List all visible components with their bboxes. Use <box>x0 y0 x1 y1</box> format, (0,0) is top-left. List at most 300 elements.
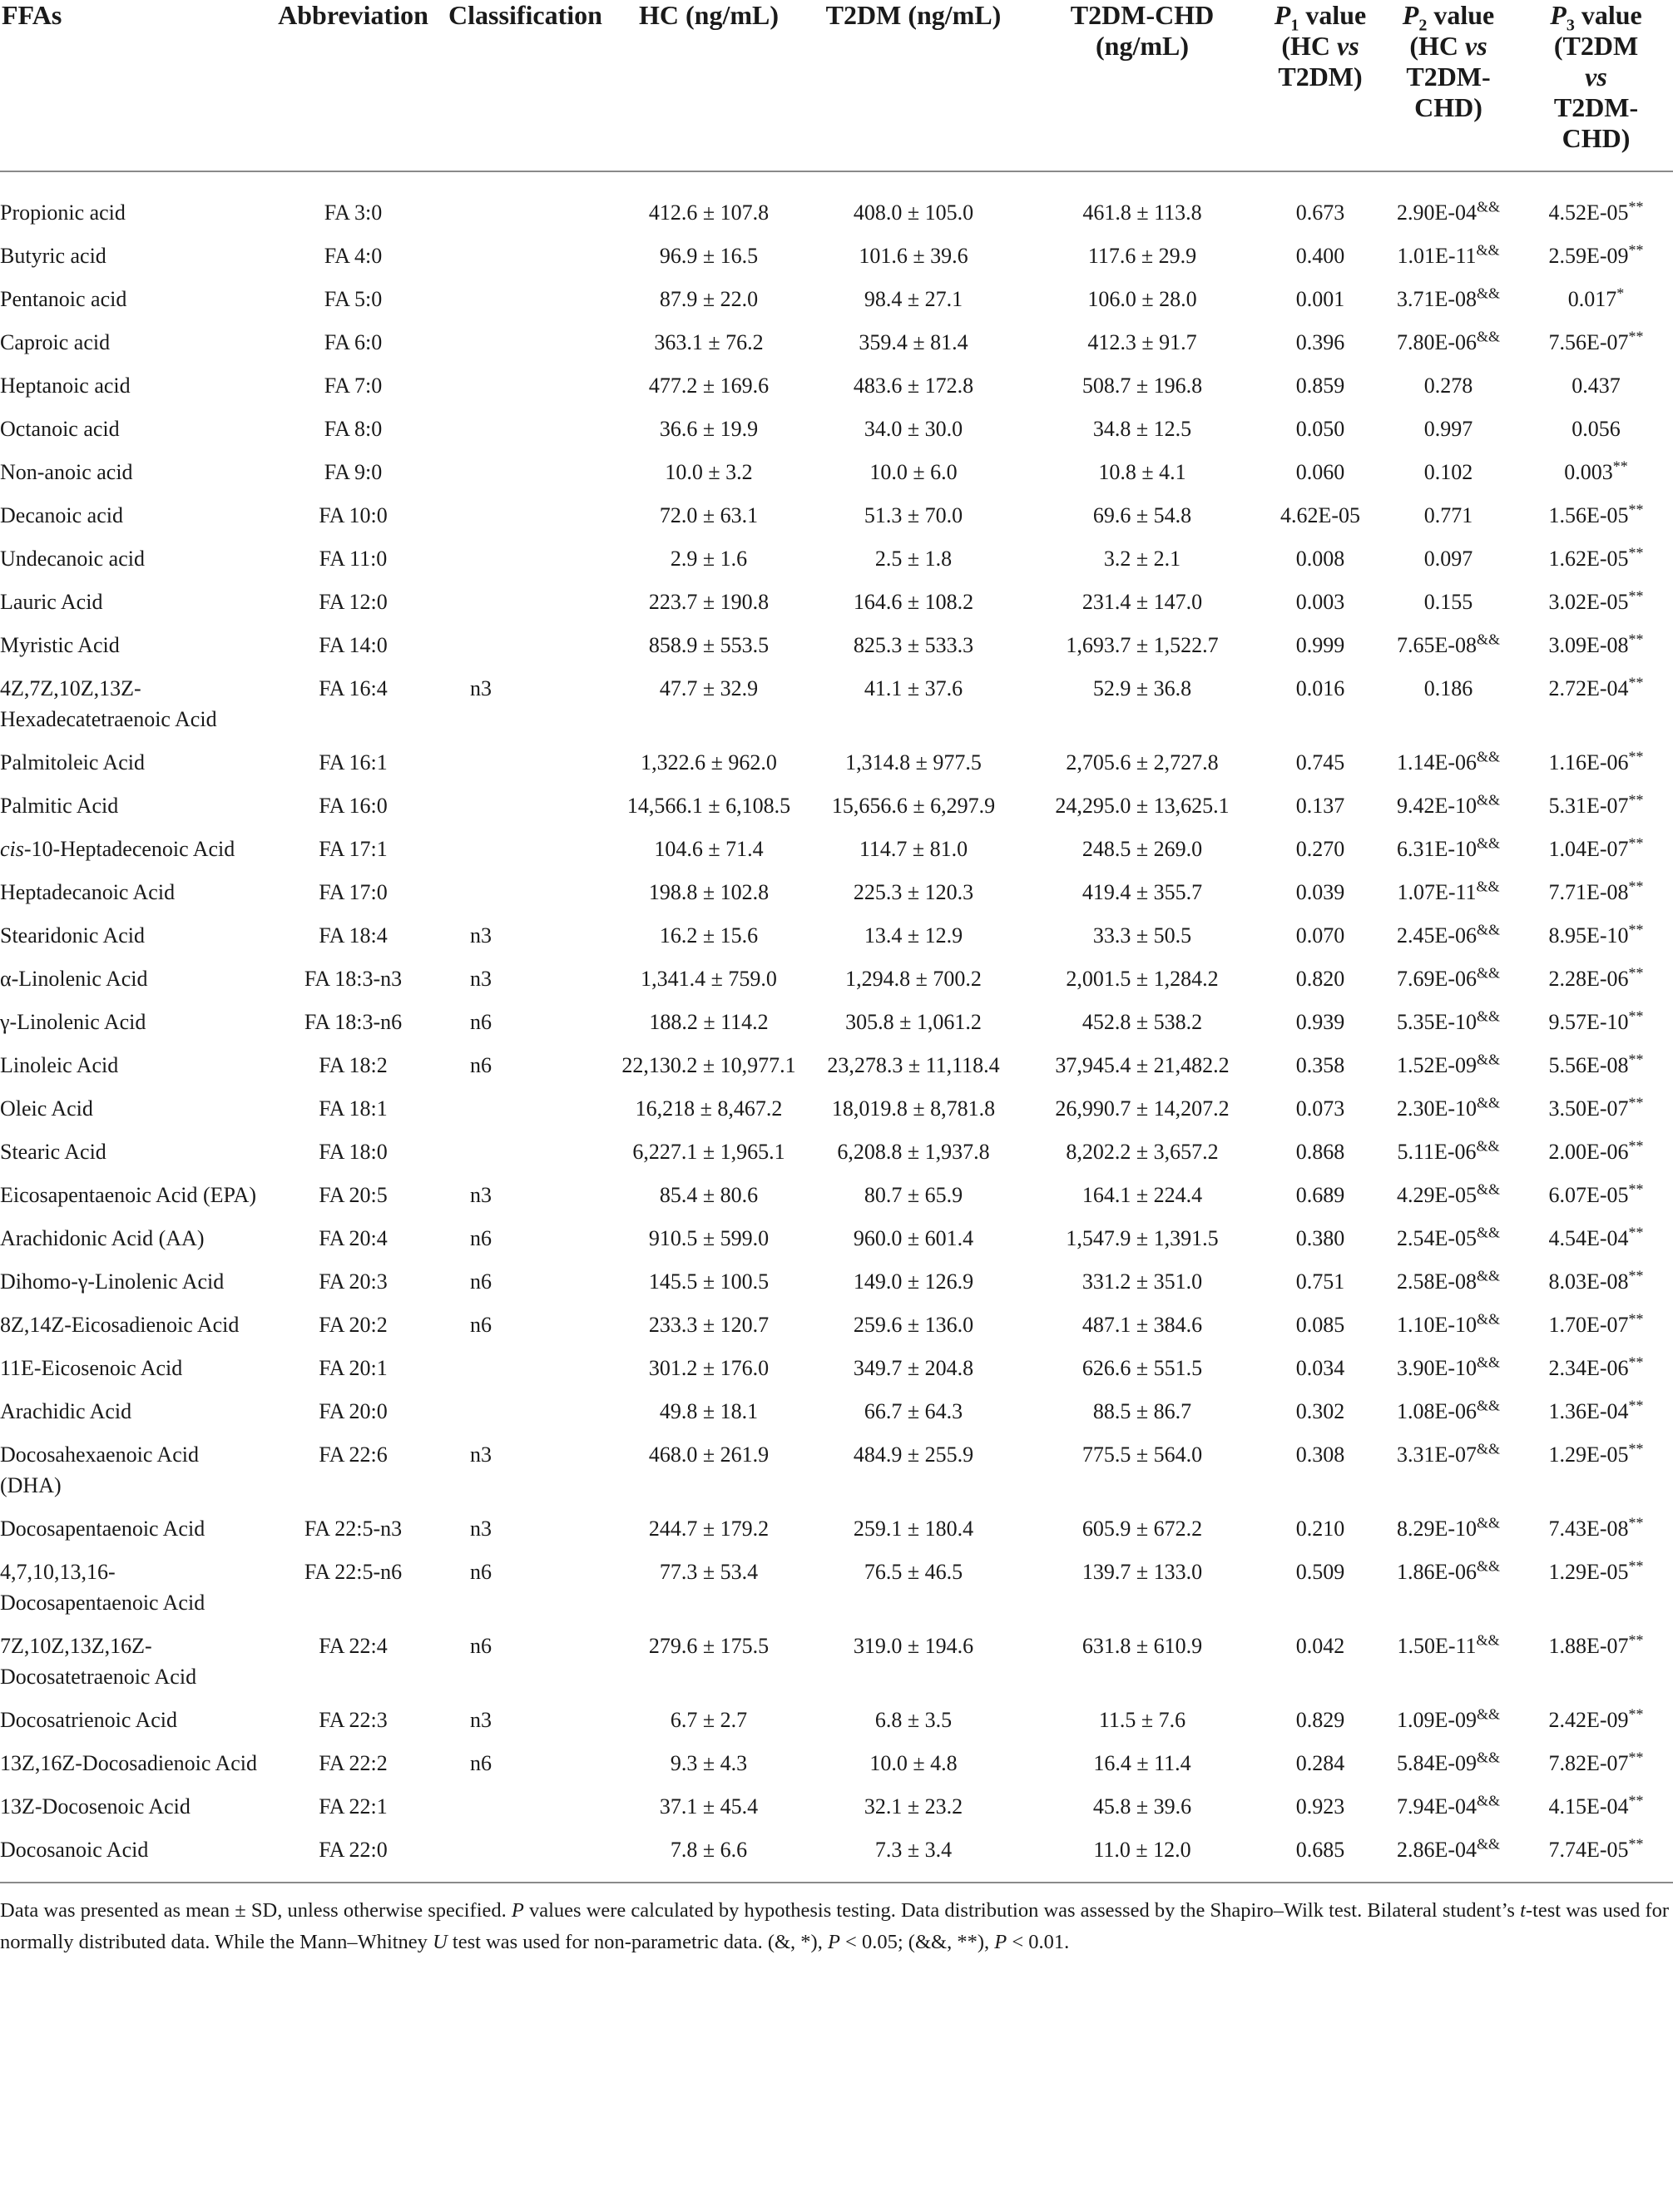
cell-classification <box>438 870 612 913</box>
table-row <box>0 1043 1673 1086</box>
cell-p1: 0.820 <box>1295 967 1345 991</box>
cell-t2dm: 259.6 ± 136.0 <box>853 1313 974 1337</box>
table-row <box>0 450 1673 493</box>
header-p3: $P_3$ value (T2DM vs T2DM- CHD) <box>1519 0 1673 171</box>
cell-t2dm: 259.1 ± 180.4 <box>853 1517 974 1541</box>
cell-hc: 233.3 ± 120.7 <box>648 1313 770 1337</box>
cell-ffa-name: Decanoic acid <box>0 503 123 527</box>
cell-p3: 1.29E-05** <box>1548 1557 1644 1584</box>
cell-t2dm-chd: 8,202.2 ± 3,657.2 <box>1066 1140 1219 1164</box>
cell-p1: 0.270 <box>1295 837 1345 861</box>
cell-p2: 9.42E-10&& <box>1396 791 1501 818</box>
cell-classification: n6 <box>470 1751 492 1775</box>
cell-t2dm: 51.3 ± 70.0 <box>864 503 963 527</box>
cell-abbreviation: FA 22:6 <box>319 1443 388 1467</box>
cell-p1: 0.745 <box>1295 750 1345 774</box>
cell-p3: 7.56E-07** <box>1548 328 1644 354</box>
cell-p1: 0.509 <box>1295 1560 1345 1584</box>
cell-classification <box>438 493 612 537</box>
cell-classification: n3 <box>470 923 492 948</box>
cell-ffa-name: Non-anoic acid <box>0 460 133 484</box>
cell-p1: 0.008 <box>1295 547 1345 571</box>
cell-t2dm-chd: 139.7 ± 133.0 <box>1082 1560 1203 1584</box>
cell-p2: 1.50E-11&& <box>1397 1631 1500 1658</box>
cell-abbreviation: FA 18:3-n3 <box>304 967 403 991</box>
cell-classification <box>438 537 612 580</box>
cell-hc: 1,341.4 ± 759.0 <box>641 967 777 991</box>
table-row <box>0 277 1673 320</box>
cell-hc: 468.0 ± 261.9 <box>648 1443 770 1467</box>
header-t2dm-chd: T2DM-CHD (ng/mL) <box>1022 0 1263 171</box>
cell-ffa-name: γ-Linolenic Acid <box>0 1010 146 1034</box>
cell-classification: n3 <box>470 1183 492 1207</box>
cell-classification <box>438 623 612 666</box>
table-row <box>0 320 1673 364</box>
cell-abbreviation: FA 20:4 <box>319 1226 388 1250</box>
cell-p3: 4.52E-05** <box>1548 198 1644 225</box>
table-body <box>0 171 1673 1882</box>
cell-p2: 1.52E-09&& <box>1396 1051 1501 1077</box>
cell-t2dm-chd: 106.0 ± 28.0 <box>1087 287 1197 311</box>
cell-hc: 16.2 ± 15.6 <box>659 923 759 948</box>
cell-classification: n3 <box>470 967 492 991</box>
cell-abbreviation: FA 9:0 <box>324 460 383 484</box>
cell-p3: 1.88E-07** <box>1548 1631 1644 1658</box>
cell-t2dm-chd: 631.8 ± 610.9 <box>1082 1634 1203 1658</box>
cell-hc: 85.4 ± 80.6 <box>659 1183 759 1207</box>
cell-p2: 2.45E-06&& <box>1396 921 1501 948</box>
header-t2dm: T2DM (ng/mL) <box>805 0 1022 171</box>
table-row <box>0 1173 1673 1216</box>
cell-classification <box>438 827 612 870</box>
cell-p1: 0.034 <box>1295 1356 1345 1380</box>
cell-abbreviation: FA 20:1 <box>319 1356 388 1380</box>
cell-p1: 0.210 <box>1295 1517 1345 1541</box>
cell-t2dm: 960.0 ± 601.4 <box>853 1226 974 1250</box>
cell-p2: 1.08E-06&& <box>1396 1397 1501 1423</box>
cell-hc: 363.1 ± 76.2 <box>654 330 764 354</box>
cell-classification: n6 <box>470 1053 492 1077</box>
cell-classification: n6 <box>470 1010 492 1034</box>
table-row <box>0 1389 1673 1433</box>
table-row <box>0 537 1673 580</box>
cell-hc: 47.7 ± 32.9 <box>659 676 759 700</box>
cell-p2: 2.58E-08&& <box>1396 1267 1501 1294</box>
cell-ffa-name: 13Z-Docosenoic Acid <box>0 1794 191 1819</box>
cell-ffa-name: Octanoic acid <box>0 417 120 441</box>
cell-hc: 6,227.1 ± 1,965.1 <box>632 1140 785 1164</box>
cell-p3: 1.36E-04** <box>1548 1397 1644 1423</box>
cell-p3: 9.57E-10** <box>1548 1007 1644 1034</box>
header-classification: Classification <box>438 0 612 171</box>
cell-t2dm-chd: 461.8 ± 113.8 <box>1082 200 1202 225</box>
cell-classification <box>438 171 612 234</box>
cell-abbreviation: FA 20:3 <box>319 1269 388 1294</box>
table-row <box>0 1433 1673 1507</box>
cell-t2dm: 359.4 ± 81.4 <box>859 330 968 354</box>
cell-hc: 301.2 ± 176.0 <box>648 1356 770 1380</box>
cell-t2dm-chd: 2,001.5 ± 1,284.2 <box>1066 967 1219 991</box>
cell-p1: 0.999 <box>1295 633 1345 657</box>
cell-t2dm: 825.3 ± 533.3 <box>853 633 974 657</box>
cell-t2dm: 7.3 ± 3.4 <box>874 1838 953 1862</box>
cell-p1: 0.016 <box>1295 676 1345 700</box>
cell-abbreviation: FA 18:4 <box>319 923 388 948</box>
cell-p3: 2.28E-06** <box>1548 964 1644 991</box>
cell-t2dm-chd: 88.5 ± 86.7 <box>1092 1399 1192 1423</box>
cell-hc: 16,218 ± 8,467.2 <box>635 1096 783 1121</box>
table-header <box>0 0 1673 171</box>
cell-t2dm: 1,314.8 ± 977.5 <box>845 750 982 774</box>
cell-ffa-name: Palmitoleic Acid <box>0 750 146 774</box>
cell-p1: 0.673 <box>1295 200 1345 225</box>
cell-p2: 0.771 <box>1423 503 1473 527</box>
cell-t2dm-chd: 33.3 ± 50.5 <box>1092 923 1192 948</box>
cell-ffa-name: Palmitic Acid <box>0 794 119 818</box>
table-row <box>0 364 1673 407</box>
cell-t2dm-chd: 37,945.4 ± 21,482.2 <box>1055 1053 1230 1077</box>
cell-t2dm-chd: 508.7 ± 196.8 <box>1082 374 1203 398</box>
cell-hc: 7.8 ± 6.6 <box>670 1838 748 1862</box>
table-row <box>0 1698 1673 1741</box>
cell-abbreviation: FA 16:1 <box>319 750 388 774</box>
cell-p2: 2.86E-04&& <box>1396 1835 1501 1862</box>
cell-classification: n3 <box>470 1517 492 1541</box>
table-row <box>0 666 1673 740</box>
table-row <box>0 407 1673 450</box>
cell-abbreviation: FA 7:0 <box>324 374 383 398</box>
cell-t2dm-chd: 117.6 ± 29.9 <box>1087 244 1197 268</box>
cell-p3: 5.56E-08** <box>1548 1051 1644 1077</box>
cell-t2dm-chd: 1,693.7 ± 1,522.7 <box>1066 633 1219 657</box>
cell-t2dm-chd: 3.2 ± 2.1 <box>1103 547 1181 571</box>
cell-abbreviation: FA 3:0 <box>324 200 383 225</box>
cell-t2dm: 164.6 ± 108.2 <box>853 590 974 614</box>
cell-p2: 5.11E-06&& <box>1397 1137 1500 1164</box>
cell-p2: 8.29E-10&& <box>1396 1514 1501 1541</box>
cell-t2dm: 18,019.8 ± 8,781.8 <box>831 1096 996 1121</box>
cell-p1: 0.137 <box>1295 794 1345 818</box>
cell-p2: 7.94E-04&& <box>1396 1792 1501 1819</box>
cell-ffa-name: Linoleic Acid <box>0 1053 119 1077</box>
cell-classification: n3 <box>470 1708 492 1732</box>
cell-p3: 7.74E-05** <box>1548 1835 1644 1862</box>
cell-hc: 49.8 ± 18.1 <box>659 1399 759 1423</box>
cell-p1: 0.829 <box>1295 1708 1345 1732</box>
cell-p1: 0.050 <box>1295 417 1345 441</box>
cell-abbreviation: FA 17:1 <box>319 837 388 861</box>
cell-p2: 1.07E-11&& <box>1397 878 1500 904</box>
cell-t2dm: 101.6 ± 39.6 <box>859 244 968 268</box>
cell-abbreviation: FA 16:0 <box>319 794 388 818</box>
cell-abbreviation: FA 14:0 <box>319 633 388 657</box>
cell-p1: 0.042 <box>1295 1634 1345 1658</box>
cell-p2: 1.09E-09&& <box>1396 1705 1501 1732</box>
cell-p1: 0.308 <box>1295 1443 1345 1467</box>
cell-hc: 36.6 ± 19.9 <box>659 417 759 441</box>
table-row <box>0 1303 1673 1346</box>
cell-t2dm-chd: 11.0 ± 12.0 <box>1093 1838 1191 1862</box>
cell-hc: 1,322.6 ± 962.0 <box>641 750 777 774</box>
cell-p2: 3.90E-10&& <box>1396 1353 1501 1380</box>
cell-p3: 4.54E-04** <box>1548 1224 1644 1250</box>
cell-p1: 0.751 <box>1295 1269 1345 1294</box>
cell-hc: 858.9 ± 553.5 <box>648 633 770 657</box>
cell-t2dm: 76.5 ± 46.5 <box>864 1560 963 1584</box>
cell-p3: 7.43E-08** <box>1548 1514 1644 1541</box>
cell-classification: n6 <box>470 1560 492 1584</box>
cell-classification <box>438 1130 612 1173</box>
cell-ffa-name: Docosanoic Acid <box>0 1838 149 1862</box>
cell-t2dm-chd: 626.6 ± 551.5 <box>1082 1356 1203 1380</box>
cell-classification <box>438 740 612 784</box>
table-row <box>0 740 1673 784</box>
cell-p1: 0.868 <box>1295 1140 1345 1164</box>
cell-abbreviation: FA 20:0 <box>319 1399 388 1423</box>
cell-t2dm-chd: 24,295.0 ± 13,625.1 <box>1055 794 1230 818</box>
cell-hc: 72.0 ± 63.1 <box>659 503 759 527</box>
cell-p1: 0.039 <box>1295 880 1345 904</box>
cell-p1: 0.396 <box>1295 330 1345 354</box>
cell-classification: n6 <box>470 1269 492 1294</box>
cell-p3: 7.82E-07** <box>1548 1749 1644 1775</box>
cell-t2dm-chd: 231.4 ± 147.0 <box>1082 590 1203 614</box>
cell-t2dm: 32.1 ± 23.2 <box>864 1794 963 1819</box>
table-row <box>0 580 1673 623</box>
cell-ffa-name: 8Z,14Z-Eicosadienoic Acid <box>0 1313 240 1337</box>
cell-abbreviation: FA 10:0 <box>319 503 388 527</box>
cell-t2dm-chd: 452.8 ± 538.2 <box>1082 1010 1203 1034</box>
cell-t2dm-chd: 16.4 ± 11.4 <box>1093 1751 1191 1775</box>
cell-t2dm: 80.7 ± 65.9 <box>864 1183 963 1207</box>
cell-t2dm: 114.7 ± 81.0 <box>859 837 968 861</box>
cell-ffa-name: cis-10-Heptadecenoic Acid <box>0 837 235 861</box>
cell-t2dm-chd: 412.3 ± 91.7 <box>1087 330 1197 354</box>
cell-hc: 87.9 ± 22.0 <box>659 287 759 311</box>
cell-p2: 5.84E-09&& <box>1396 1749 1501 1775</box>
cell-p3: 0.003** <box>1564 458 1628 484</box>
cell-ffa-name: Stearidonic Acid <box>0 923 146 948</box>
cell-t2dm: 6.8 ± 3.5 <box>874 1708 953 1732</box>
cell-t2dm-chd: 52.9 ± 36.8 <box>1092 676 1192 700</box>
cell-p1: 4.62E-05 <box>1279 503 1361 527</box>
cell-abbreviation: FA 17:0 <box>319 880 388 904</box>
cell-p3: 1.70E-07** <box>1548 1310 1644 1337</box>
cell-ffa-name: Arachidonic Acid (AA) <box>0 1226 205 1250</box>
cell-p2: 0.278 <box>1423 374 1473 398</box>
cell-classification <box>438 1784 612 1828</box>
cell-ffa-name: Stearic Acid <box>0 1140 106 1164</box>
cell-hc: 6.7 ± 2.7 <box>670 1708 748 1732</box>
cell-classification <box>438 364 612 407</box>
cell-p2: 0.997 <box>1423 417 1473 441</box>
cell-p2: 1.14E-06&& <box>1396 748 1501 774</box>
cell-abbreviation: FA 22:1 <box>319 1794 388 1819</box>
cell-classification <box>438 277 612 320</box>
table-row <box>0 1550 1673 1624</box>
table-row <box>0 1507 1673 1550</box>
cell-p2: 7.65E-08&& <box>1396 631 1501 657</box>
cell-p3: 6.07E-05** <box>1548 1180 1644 1207</box>
cell-p3: 3.02E-05** <box>1548 587 1644 614</box>
cell-hc: 10.0 ± 3.2 <box>665 460 753 484</box>
cell-abbreviation: FA 22:5-n6 <box>304 1560 403 1584</box>
cell-p3: 0.017* <box>1567 285 1625 311</box>
cell-t2dm: 13.4 ± 12.9 <box>864 923 963 948</box>
cell-t2dm: 34.0 ± 30.0 <box>864 417 963 441</box>
cell-t2dm: 10.0 ± 4.8 <box>869 1751 958 1775</box>
cell-abbreviation: FA 20:2 <box>319 1313 388 1337</box>
cell-hc: 145.5 ± 100.5 <box>648 1269 770 1294</box>
cell-p3: 2.59E-09** <box>1548 241 1644 268</box>
cell-p3: 2.00E-06** <box>1548 1137 1644 1164</box>
table-row <box>0 623 1673 666</box>
cell-t2dm: 10.0 ± 6.0 <box>869 460 958 484</box>
cell-ffa-name: Arachidic Acid <box>0 1399 132 1423</box>
cell-p1: 0.302 <box>1295 1399 1345 1423</box>
cell-classification <box>438 450 612 493</box>
cell-p3: 8.03E-08** <box>1548 1267 1644 1294</box>
cell-t2dm: 408.0 ± 105.0 <box>853 200 974 225</box>
cell-ffa-name: 4,7,10,13,16-Docosapentaenoic Acid <box>0 1560 205 1615</box>
cell-classification <box>438 234 612 277</box>
cell-p3: 0.437 <box>1572 374 1621 398</box>
cell-t2dm-chd: 10.8 ± 4.1 <box>1098 460 1186 484</box>
table-row <box>0 1624 1673 1698</box>
cell-ffa-name: Docosahexaenoic Acid (DHA) <box>0 1443 199 1497</box>
cell-hc: 37.1 ± 45.4 <box>659 1794 759 1819</box>
cell-p2: 1.86E-06&& <box>1396 1557 1501 1584</box>
cell-abbreviation: FA 18:0 <box>319 1140 388 1164</box>
cell-t2dm: 305.8 ± 1,061.2 <box>845 1010 982 1034</box>
table-row <box>0 234 1673 277</box>
cell-classification: n3 <box>470 1443 492 1467</box>
cell-t2dm-chd: 605.9 ± 672.2 <box>1082 1517 1203 1541</box>
cell-p2: 3.31E-07&& <box>1396 1440 1501 1467</box>
cell-p1: 0.085 <box>1295 1313 1345 1337</box>
cell-hc: 477.2 ± 169.6 <box>648 374 770 398</box>
cell-hc: 279.6 ± 175.5 <box>648 1634 770 1658</box>
cell-t2dm: 319.0 ± 194.6 <box>853 1634 974 1658</box>
cell-ffa-name: Butyric acid <box>0 244 106 268</box>
cell-abbreviation: FA 22:3 <box>319 1708 388 1732</box>
cell-p3: 4.15E-04** <box>1548 1792 1644 1819</box>
cell-t2dm: 2.5 ± 1.8 <box>874 547 953 571</box>
table-row <box>0 1086 1673 1130</box>
cell-t2dm-chd: 248.5 ± 269.0 <box>1082 837 1203 861</box>
cell-classification <box>438 407 612 450</box>
cell-t2dm: 23,278.3 ± 11,118.4 <box>827 1053 1000 1077</box>
cell-abbreviation: FA 18:3-n6 <box>304 1010 403 1034</box>
cell-ffa-name: Docosatrienoic Acid <box>0 1708 177 1732</box>
cell-t2dm-chd: 11.5 ± 7.6 <box>1098 1708 1186 1732</box>
cell-ffa-name: Heptadecanoic Acid <box>0 880 176 904</box>
cell-t2dm: 483.6 ± 172.8 <box>853 374 974 398</box>
cell-t2dm-chd: 164.1 ± 224.4 <box>1082 1183 1203 1207</box>
cell-abbreviation: FA 11:0 <box>319 547 388 571</box>
cell-classification: n6 <box>470 1634 492 1658</box>
cell-p3: 2.42E-09** <box>1548 1705 1644 1732</box>
cell-t2dm: 98.4 ± 27.1 <box>864 287 963 311</box>
cell-p3: 1.04E-07** <box>1548 834 1644 861</box>
table-row <box>0 784 1673 827</box>
cell-abbreviation: FA 5:0 <box>324 287 383 311</box>
cell-p1: 0.939 <box>1295 1010 1345 1034</box>
cell-abbreviation: FA 16:4 <box>319 676 388 700</box>
cell-t2dm: 225.3 ± 120.3 <box>853 880 974 904</box>
cell-t2dm: 149.0 ± 126.9 <box>853 1269 974 1294</box>
header-p1: $P_1$ value (HC vs T2DM) <box>1263 0 1378 171</box>
cell-hc: 14,566.1 ± 6,108.5 <box>626 794 791 818</box>
cell-p1: 0.001 <box>1295 287 1345 311</box>
cell-t2dm-chd: 34.8 ± 12.5 <box>1092 417 1192 441</box>
cell-classification <box>438 580 612 623</box>
cell-hc: 910.5 ± 599.0 <box>648 1226 770 1250</box>
cell-classification <box>438 320 612 364</box>
cell-p3: 1.29E-05** <box>1548 1440 1644 1467</box>
cell-p2: 3.71E-08&& <box>1396 285 1501 311</box>
cell-t2dm: 15,656.6 ± 6,297.9 <box>831 794 996 818</box>
cell-abbreviation: FA 20:5 <box>319 1183 388 1207</box>
table-row <box>0 870 1673 913</box>
cell-abbreviation: FA 18:1 <box>319 1096 388 1121</box>
cell-p3: 8.95E-10** <box>1548 921 1644 948</box>
cell-classification <box>438 1086 612 1130</box>
cell-p1: 0.003 <box>1295 590 1345 614</box>
cell-hc: 244.7 ± 179.2 <box>648 1517 770 1541</box>
cell-t2dm: 484.9 ± 255.9 <box>853 1443 974 1467</box>
cell-abbreviation: FA 22:4 <box>319 1634 388 1658</box>
cell-hc: 77.3 ± 53.4 <box>659 1560 759 1584</box>
cell-p1: 0.284 <box>1295 1751 1345 1775</box>
cell-abbreviation: FA 8:0 <box>324 417 383 441</box>
cell-p2: 2.90E-04&& <box>1396 198 1501 225</box>
header-hc: HC (ng/mL) <box>612 0 805 171</box>
cell-hc: 2.9 ± 1.6 <box>670 547 748 571</box>
table-row <box>0 493 1673 537</box>
cell-abbreviation: FA 22:2 <box>319 1751 388 1775</box>
table-row <box>0 1000 1673 1043</box>
cell-p2: 6.31E-10&& <box>1396 834 1501 861</box>
cell-classification <box>438 1389 612 1433</box>
table-row <box>0 913 1673 957</box>
cell-t2dm: 6,208.8 ± 1,937.8 <box>837 1140 990 1164</box>
header-p2: $P_2$ value (HC vs T2DM- CHD) <box>1378 0 1519 171</box>
cell-p2: 4.29E-05&& <box>1396 1180 1501 1207</box>
cell-hc: 96.9 ± 16.5 <box>659 244 759 268</box>
cell-p2: 7.69E-06&& <box>1396 964 1501 991</box>
cell-hc: 9.3 ± 4.3 <box>670 1751 748 1775</box>
cell-hc: 198.8 ± 102.8 <box>648 880 770 904</box>
cell-ffa-name: Caproic acid <box>0 330 111 354</box>
table-row <box>0 1216 1673 1259</box>
cell-t2dm: 1,294.8 ± 700.2 <box>845 967 982 991</box>
cell-ffa-name: 13Z,16Z-Docosadienoic Acid <box>0 1751 258 1775</box>
cell-classification: n3 <box>470 676 492 700</box>
cell-p1: 0.380 <box>1295 1226 1345 1250</box>
cell-p3: 3.50E-07** <box>1548 1094 1644 1121</box>
table-row <box>0 1828 1673 1882</box>
cell-p1: 0.358 <box>1295 1053 1345 1077</box>
cell-p3: 2.34E-06** <box>1548 1353 1644 1380</box>
table-row <box>0 171 1673 234</box>
table-row <box>0 1346 1673 1389</box>
cell-ffa-name: Undecanoic acid <box>0 547 145 571</box>
table-row <box>0 1784 1673 1828</box>
cell-p3: 1.62E-05** <box>1548 544 1644 571</box>
cell-classification: n6 <box>470 1313 492 1337</box>
cell-hc: 104.6 ± 71.4 <box>654 837 764 861</box>
